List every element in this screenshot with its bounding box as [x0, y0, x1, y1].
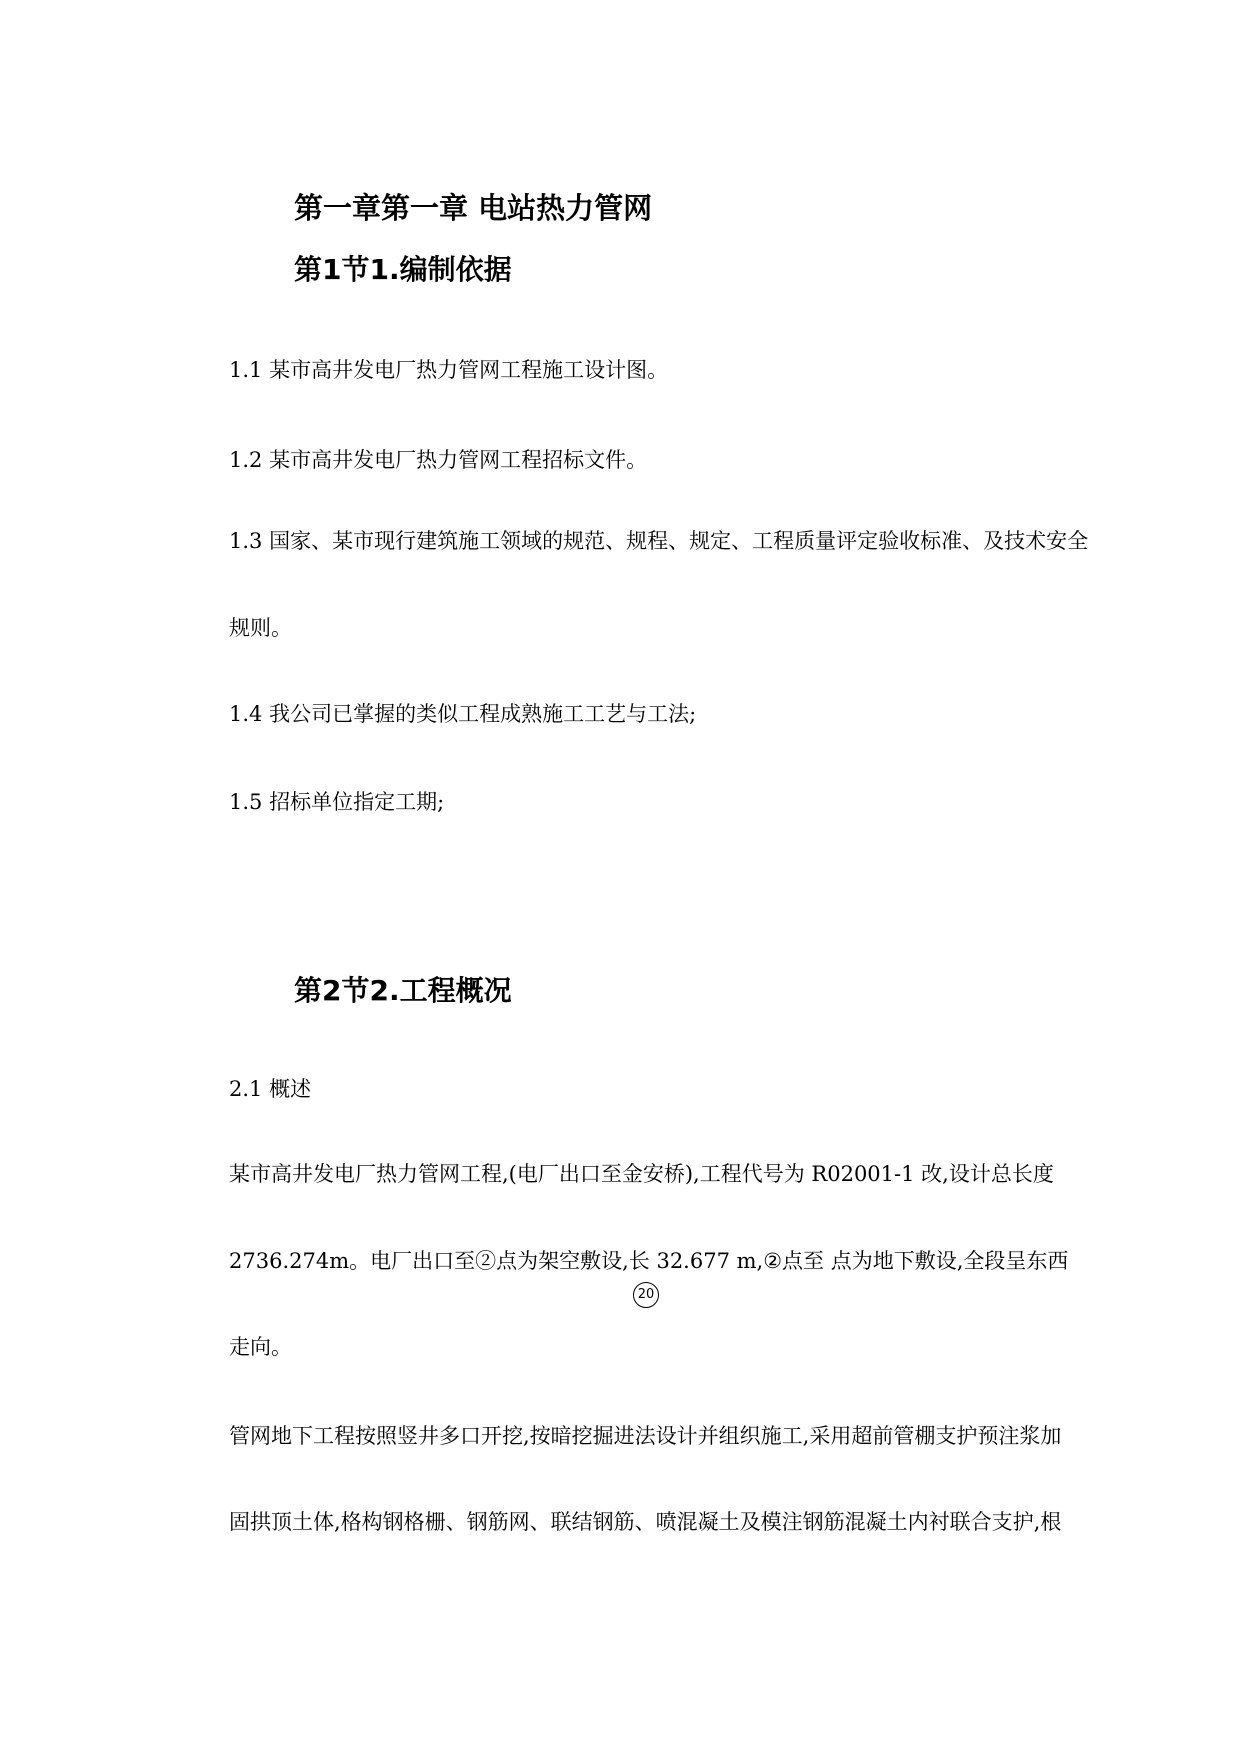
overview-paragraph-line-2: 2736.274m。电厂出口至②点为架空敷设,长 32.677 m,②点至 点为地下敷设,全段呈东西 [229, 1249, 1069, 1273]
section-title-overview: 第2节2.工程概况 [294, 974, 512, 1007]
overview-paragraph-line-3: 走向。 [229, 1335, 292, 1359]
circled-point-marker: 20 [633, 1282, 659, 1308]
basis-item-2: 1.2 某市高井发电厂热力管网工程招标文件。 [229, 448, 648, 472]
chapter-title: 第一章第一章 电站热力管网 [294, 191, 653, 225]
overview-subheading: 2.1 概述 [229, 1077, 312, 1101]
basis-item-1: 1.1 某市高井发电厂热力管网工程施工设计图。 [229, 358, 669, 382]
basis-item-4: 1.4 我公司已掌握的类似工程成熟施工工艺与工法; [229, 702, 697, 726]
basis-item-3: 1.3 国家、某市现行建筑施工领域的规范、规程、规定、工程质量评定验收标准、及技术安全 [229, 529, 1089, 553]
overview-paragraph-line-1: 某市高井发电厂热力管网工程,(电厂出口至金安桥),工程代号为 R02001-1 改,设计总长度 [229, 1162, 1054, 1186]
construction-paragraph-line-1: 管网地下工程按照竖井多口开挖,按暗挖掘进法设计并组织施工,采用超前管棚支护预注浆加 [229, 1424, 1062, 1448]
basis-item-3-cont: 规则。 [229, 616, 292, 640]
basis-item-5: 1.5 招标单位指定工期; [229, 790, 445, 814]
section-title-basis: 第1节1.编制依据 [294, 253, 512, 286]
construction-paragraph-line-2: 固拱顶土体,格构钢格栅、钢筋网、联结钢筋、喷混凝土及模注钢筋混凝土内衬联合支护,根 [229, 1510, 1062, 1534]
